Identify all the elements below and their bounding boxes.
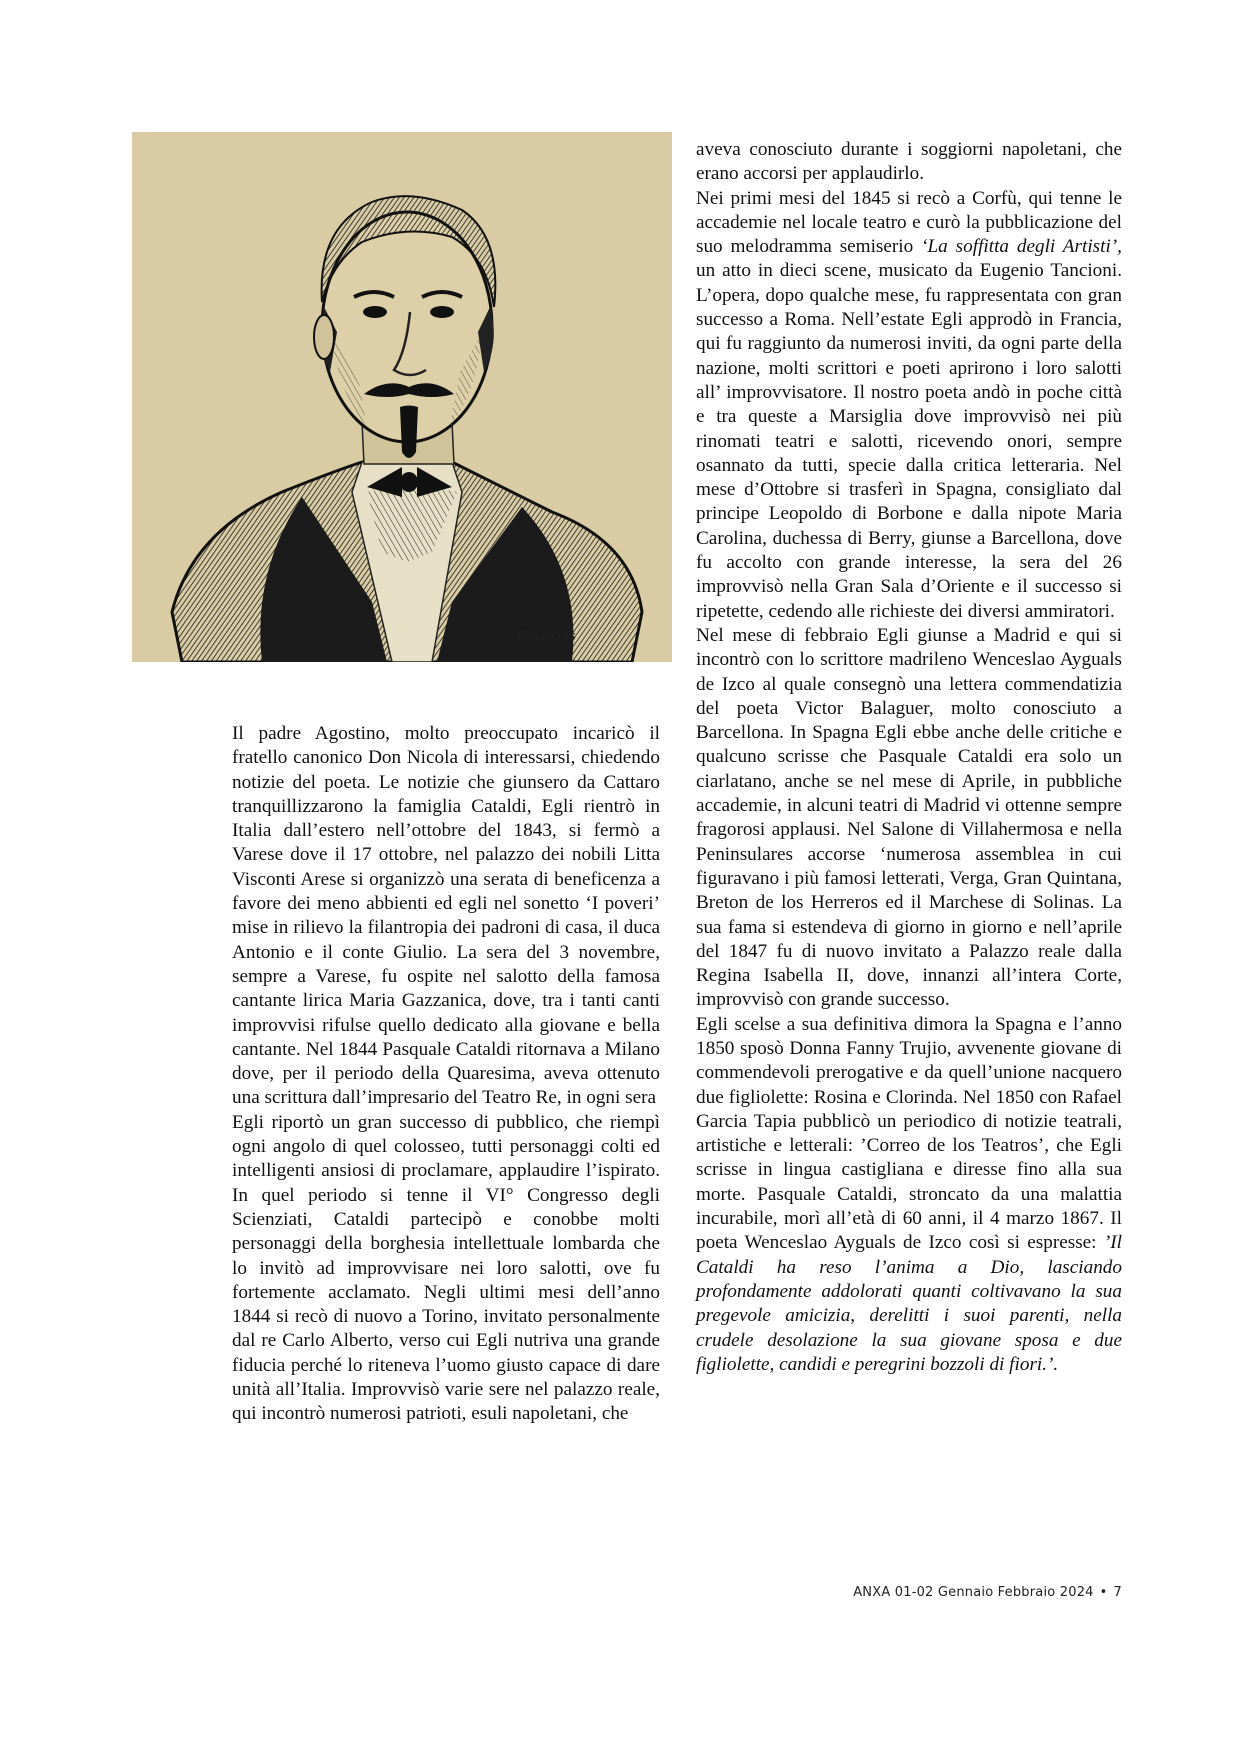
- right-paragraph-2-text-a: Nei primi mesi del 1845 si recò a Corfù, qui tenne le accademie nel locale teatro e curò la pubblicazione del suo melodramma semiserio: [696, 187, 1122, 258]
- page-number: 7: [1113, 1585, 1122, 1600]
- right-paragraph-2: [696, 187, 1122, 624]
- right-paragraph-2-text-b: un atto in dieci scene, musicato da Eugenio Tancioni. L’opera, dopo qualche mese, fu rappresentata con gran successo a Roma. Nell’estate Egli approdò in Francia, qui fu raggiunto da numerosi inviti, da ogni parte della nazione, molti scrittori e poeti aprirono i loro salotti all’ improvvisatore. Il nostro poeta andò in poche città e tra queste a Marsiglia dove improvvisò nei più rinomati teatri e salotti, ricevendo onori, sempre osannato da tutti, specie dalla critica letteraria. Nel mese d’Ottobre si trasferì in Spagna, consigliato dal principe Leopoldo di Borbone e dalla nipote Maria Carolina, duchessa di Berry, giunse a Barcellona, dove fu accolto con grande interesse, la sera del 26 improvvisò nella Gran Sala d’Oriente e il successo si ripetette, cedendo alle richieste dei diversi ammiratori.: [696, 260, 1122, 622]
- right-paragraph-4: [696, 1013, 1122, 1377]
- left-paragraph-2: Egli riportò un gran successo di pubblico, che riempì ogni angolo di quel colosseo, tutti personaggi colti ed intelligenti ansiosi di proclamare, applaudire l’ispirato. In quel periodo si tenne il VI° Congresso degli Scienziati, Cataldi partecipò e conobbe molti personaggi della borghesia intellettuale lombarda che lo invitò ad improvvisare nei loro salotti, ove fu fortemente acclamato. Negli ultimi mesi dell’anno 1844 si recò di nuovo a Torino, invitato personalmente dal re Carlo Alberto, verso cui Egli nutriva una grande fiducia perché lo riteneva l’uomo giusto capace di dare unità all’Italia. Improvvisò varie sere nel palazzo reale, qui incontrò numerosi patrioti, esuli napoletani, che: [232, 1111, 660, 1425]
- right-paragraph-3: Nel mese di febbraio Egli giunse a Madrid e qui si incontrò con lo scrittore madrileno Wenceslao Ayguals de Izco al quale consegnò una lettera commendatizia del poeta Victor Balaguer, molto conosciuto a Barcellona. In Spagna Egli ebbe anche delle critiche e qualcuno scrisse che Pasquale Cataldi era solo un ciarlatano, anche se nel mese di Aprile, in pubbliche accademie, in alcuni teatri di Madrid vi ottenne sempre fragorosi applausi. Nel Salone di Villahermosa e nella Peninsulares accorse ‘numerosa assemblea in cui figuravano i più famosi letterati, Verga, Gran Quintana, Breton de los Herreros ed il Marchese di Solinas. La sua fama si estendeva di giorno in giorno e nell’aprile del 1847 fu di nuovo invitato a Palazzo reale dalla Regina Isabella II, dove, innanzi all’intera Corte, improvvisò con grande successo.: [696, 624, 1122, 1011]
- portrait-engraving: [132, 132, 672, 662]
- right-paragraph-4-text: Egli scelse a sua definitiva dimora la Spagna e l’anno 1850 sposò Donna Fanny Trujio, avvenente giovane di commendevoli prerogative e da quell’unione nacquero due figliolette: Rosina e Clorinda. Nel 1850 con Rafael Garcia Tapia pubblicò un periodico di notizie teatrali, artistiche e letterali: ’Correo de los Teatros’, che Egli scrisse in lingua castigliana e diresse fino alla sua morte. Pasquale Cataldi, stroncato da una malattia incurabile, morì all’età di 60 anni, il 4 marzo 1867. Il poeta Wenceslao Ayguals de Izco così si espresse:: [696, 1013, 1122, 1254]
- right-text-column: [696, 138, 1122, 1377]
- portrait-illustration: [132, 132, 672, 662]
- epitaph-quote: ’Il Cataldi ha reso l’anima a Dio, lasciando profondamente addolorati quanti coltivavano la sua pregevole amicizia, derelitti i suoi parenti, nella crudele desolazione la sua giovane sposa e due figliolette, candidi e peregrini bozzoli di fiori.’.: [696, 1232, 1122, 1375]
- portrait-signature: Guetti dis: [517, 628, 576, 644]
- right-paragraph-1: aveva conosciuto durante i soggiorni napoletani, che erano accorsi per applaudirlo.: [696, 139, 1122, 185]
- left-paragraph-1: Il padre Agostino, molto preoccupato incaricò il fratello canonico Don Nicola di interessarsi, chiedendo notizie del poeta. Le notizie che giunsero da Cattaro tranquillizzarono la famiglia Cataldi, Egli rientrò in Italia dall’estero nell’ottobre del 1843, si fermò a Varese dove il 17 ottobre, nel palazzo dei nobili Litta Visconti Arese si organizzò una serata di beneficenza a favore dei meno abbienti ed egli nel sonetto ‘I poveri’ mise in rilievo la filantropia dei padroni di casa, il duca Antonio e il conte Giulio. La sera del 3 novembre, sempre a Varese, fu ospite nel salotto della famosa cantante lirica Maria Gazzanica, dove, tra i tanti canti improvvisi rifulse quello dedicato alla giovane e bella cantante. Nel 1844 Pasquale Cataldi ritornava a Milano dove, per il periodo della Quaresima, aveva ottenuto una scrittura dall’impresario del Teatro Re, in ogni sera: [232, 723, 660, 1109]
- left-text-column: [232, 722, 660, 1427]
- page-footer: [853, 1585, 1122, 1600]
- opera-title: ‘La soffitta degli Artisti’,: [921, 236, 1122, 258]
- footer-separator: •: [1099, 1585, 1108, 1600]
- magazine-issue: ANXA 01-02 Gennaio Febbraio 2024: [853, 1585, 1094, 1600]
